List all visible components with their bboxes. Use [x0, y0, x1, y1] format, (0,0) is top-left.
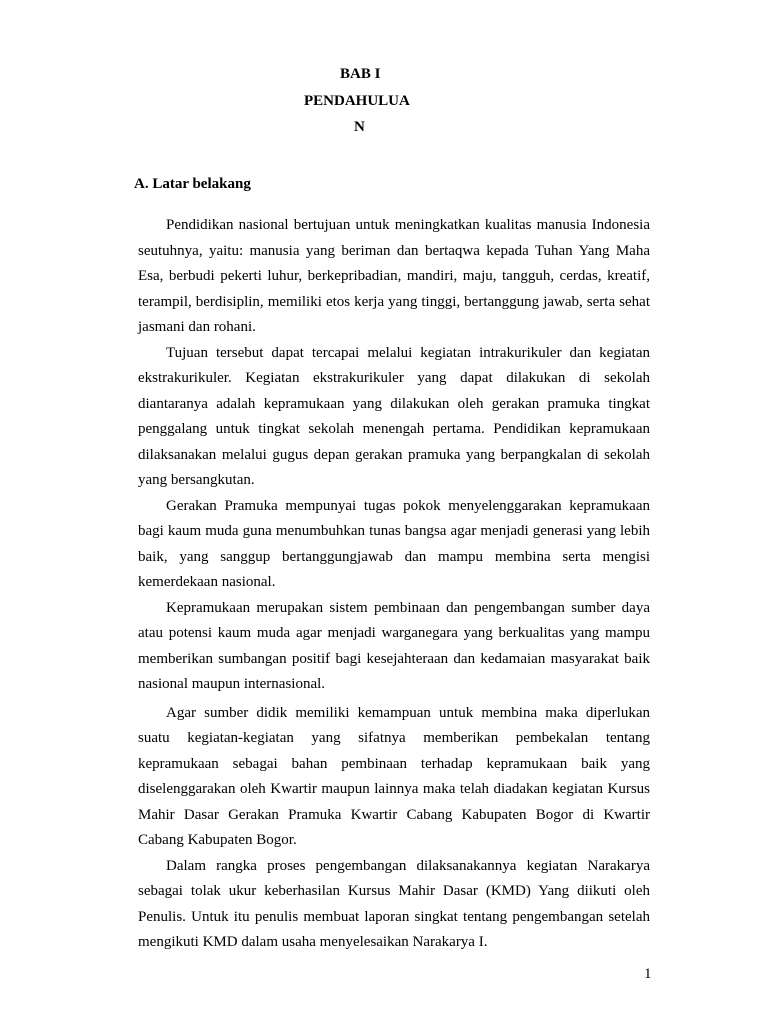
paragraph-5: Agar sumber didik memiliki kemampuan untuk membina maka diperlukan suatu kegiatan-kegiatan yang sifatnya memberikan pembekalan tentang kepramukaan sebagai bahan pembinaan terhadap kepramukaan baik yang diselenggarakan oleh Kwartir maupun lainnya maka telah diadakan kegiatan Kursus Mahir Dasar Gerakan Pramuka Kwartir Cabang Kabupaten Bogor di Kwartir Cabang Kabupaten Bogor.	[138, 704, 650, 848]
paragraph-1: Pendidikan nasional bertujuan untuk meningkatkan kualitas manusia Indonesia seutuhnya, yaitu: manusia yang beriman dan bertaqwa kepada Tuhan Yang Maha Esa, berbudi pekerti luhur, berkepribadian, mandiri, maju, tangguh, cerdas, kreatif, terampil, berdisiplin, memiliki etos kerja yang tinggi, bertanggung jawab, serta sehat jasmani dan rohani.	[138, 217, 650, 335]
chapter-title-line-1: BAB I	[340, 66, 381, 82]
paragraph-4: Kepramukaan merupakan sistem pembinaan dan pengembangan sumber daya atau potensi kaum muda agar menjadi warganegara yang berkualitas yang mampu memberikan sumbangan positif bagi kesejahteraan dan kedamaian masyarakat baik nasional maupun internasional.	[138, 599, 650, 692]
paragraph-6: Dalam rangka proses pengembangan dilaksanakannya kegiatan Narakarya sebagai tolak ukur keberhasilan Kursus Mahir Dasar (KMD) Yang diikuti oleh Penulis. Untuk itu penulis membuat laporan singkat tentang pengembangan setelah mengikuti KMD dalam usaha menyelesaikan Narakarya I.	[138, 857, 650, 950]
section-heading: A. Latar belakang	[134, 176, 251, 192]
chapter-title-line-3: N	[354, 119, 365, 135]
paragraph-3: Gerakan Pramuka mempunyai tugas pokok menyelenggarakan kepramukaan bagi kaum muda guna menumbuhkan tunas bangsa agar menjadi generasi yang lebih baik, yang sanggup bertanggungjawab dan mampu membina serta mengisi kemerdekaan nasional.	[138, 497, 650, 590]
page-number: 1	[644, 966, 652, 982]
paragraph-2: Tujuan tersebut dapat tercapai melalui kegiatan intrakurikuler dan kegiatan ekstrakurikuler. Kegiatan ekstrakurikuler yang dapat dilakukan di sekolah diantaranya adalah kepramukaan yang dilakukan oleh gerakan pramuka tingkat penggalang untuk tingkat sekolah menengah pertama. Pendidikan kepramukaan dilaksanakan melalui gugus depan gerakan pramuka yang berpangkalan di sekolah yang bersangkutan.	[138, 344, 650, 488]
body-text	[138, 213, 650, 956]
chapter-title-line-2: PENDAHULUA	[304, 93, 410, 109]
